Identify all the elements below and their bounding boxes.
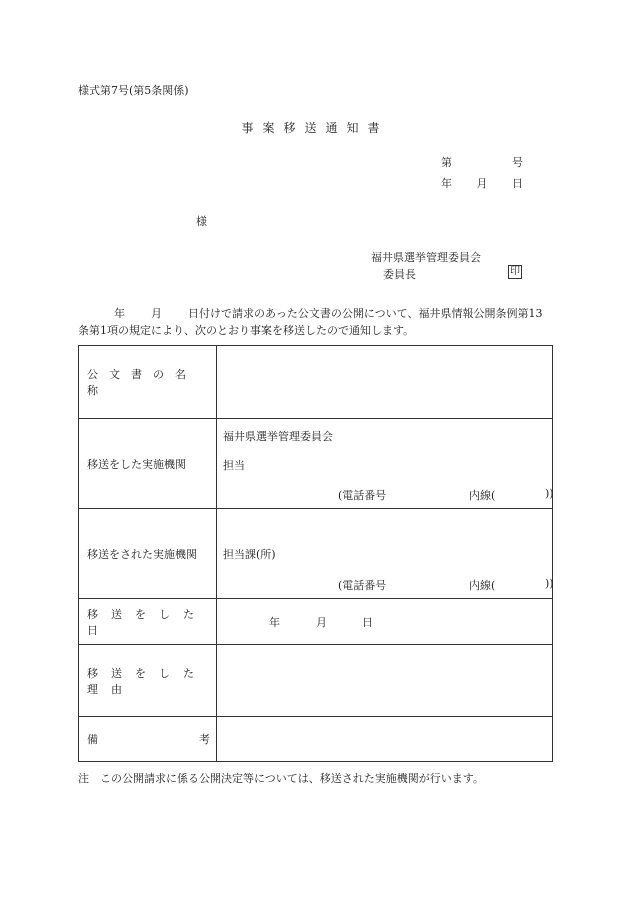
remarks-value	[217, 717, 553, 762]
transfer-date-label: 移送をした日	[79, 599, 217, 645]
transfer-date-day: 日	[362, 616, 373, 629]
receiving-agency-value	[217, 509, 553, 599]
sender-organization: 福井県選挙管理委員会	[371, 251, 481, 264]
receiving-section: 担当課(所)	[223, 548, 276, 561]
row-document-name	[79, 346, 553, 419]
transfer-reason-value	[217, 645, 553, 717]
transferring-agency-label: 移送をした実施機関	[79, 419, 217, 509]
issue-month: 月	[476, 177, 488, 190]
form-number: 様式第7号(第5条関係)	[78, 84, 189, 97]
transferring-phone-label: (電話番号	[338, 489, 387, 502]
row-remarks	[79, 717, 553, 762]
body-year: 年	[114, 307, 125, 320]
issue-day: 日	[512, 177, 523, 190]
transferring-person: 担当	[223, 459, 245, 472]
body-paragraph	[78, 305, 548, 339]
receiving-extension-label: 内線(	[469, 579, 496, 592]
receiving-close-paren: ))	[545, 577, 554, 590]
issue-number-suffix: 号	[512, 156, 523, 169]
transfer-table	[78, 345, 553, 762]
sender-title: 委員長	[383, 268, 416, 281]
receiving-agency-label: 移送をされた実施機関	[79, 509, 217, 599]
document-name-value	[217, 346, 553, 419]
remarks-label-first: 備	[87, 733, 98, 746]
transferring-agency-value	[217, 419, 553, 509]
transfer-reason-label: 移送をした理由	[79, 645, 217, 717]
row-receiving-agency	[79, 509, 553, 599]
transferring-org: 福井県選挙管理委員会	[223, 430, 333, 443]
row-transfer-reason	[79, 645, 553, 717]
row-transferring-agency	[79, 419, 553, 509]
body-text: 日付けで請求のあった公文書の公開について、福井県情報公開条例第13条第1項の規定により、次のとおり事案を移送したので通知します。	[78, 307, 543, 337]
transfer-date-month: 月	[316, 616, 327, 629]
transferring-close-paren: ))	[545, 487, 554, 500]
remarks-label	[79, 717, 217, 762]
row-transfer-date	[79, 599, 553, 645]
issue-date	[441, 175, 523, 191]
transferring-extension-label: 内線(	[469, 489, 496, 502]
transfer-date-value	[217, 599, 553, 645]
seal-mark: 印	[510, 266, 520, 277]
body-month: 月	[151, 307, 162, 320]
transfer-date-year: 年	[269, 616, 280, 629]
issue-year: 年	[441, 177, 452, 190]
footnote: 注 この公開請求に係る公開決定等については、移送された実施機関が行います。	[78, 772, 484, 785]
remarks-label-second: 考	[199, 733, 210, 746]
addressee-suffix: 様	[196, 215, 207, 228]
document-name-label: 公文書の名称	[79, 346, 217, 419]
receiving-phone-label: (電話番号	[338, 579, 387, 592]
document-title: 事案移送通知書	[241, 121, 389, 135]
issue-number	[441, 154, 523, 170]
issue-number-prefix: 第	[441, 156, 452, 169]
